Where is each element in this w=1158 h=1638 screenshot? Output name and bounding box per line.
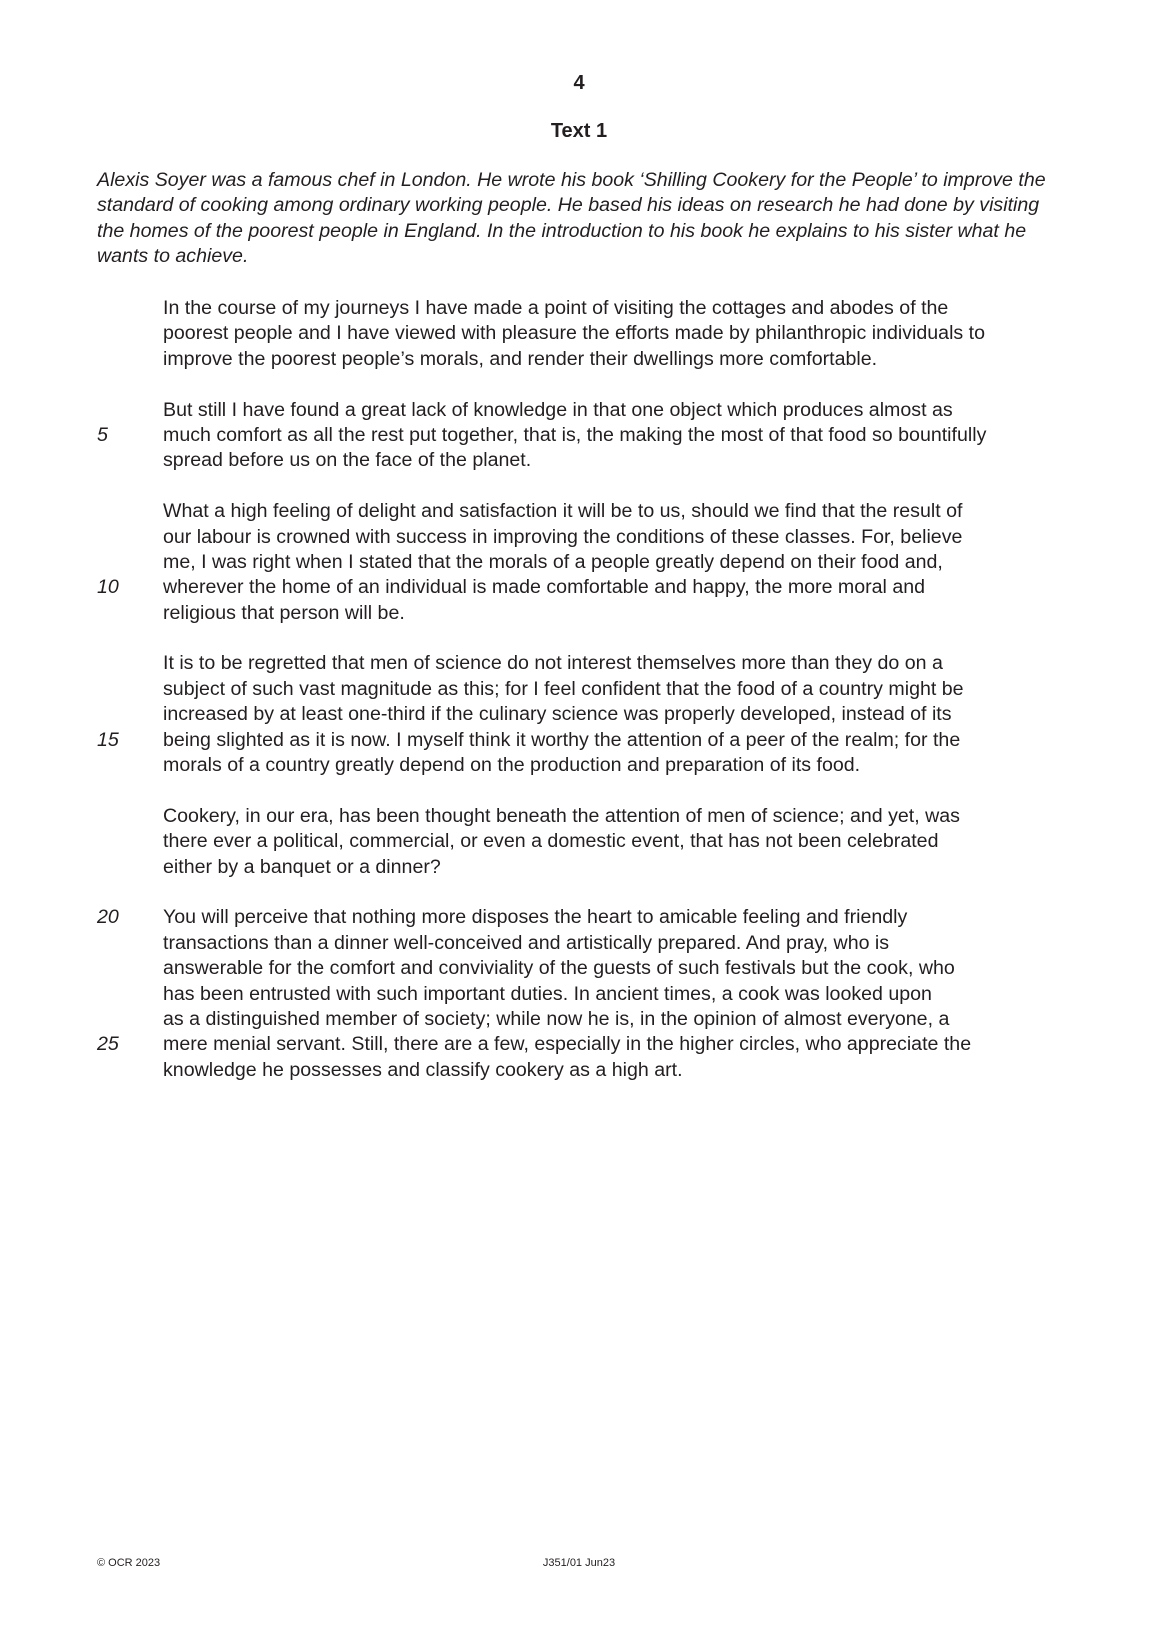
line-text: religious that person will be. [163, 601, 405, 624]
text-title: Text 1 [550, 120, 608, 142]
line-text: transactions than a dinner well-conceived and artistically prepared. And pray, who is [163, 931, 890, 954]
line-text: being slighted as it is now. I myself think it worthy the attention of a peer of the realm; for the [163, 728, 961, 751]
passage-line [0, 347, 1158, 372]
passage-line [0, 651, 1158, 676]
passage-line [0, 677, 1158, 702]
passage-line [0, 499, 1158, 524]
passage-line [0, 1032, 1158, 1057]
line-text: increased by at least one-third if the culinary science was properly developed, instead of its [163, 703, 952, 726]
line-text: Cookery, in our era, has been thought beneath the attention of men of science; and yet, was [163, 804, 960, 827]
passage-line [0, 601, 1158, 626]
passage-line [0, 296, 1158, 321]
line-text: our labour is crowned with success in improving the conditions of these classes. For, believe [163, 525, 963, 548]
passage-line [0, 525, 1158, 550]
line-text: answerable for the comfort and conviviality of the guests of such festivals but the cook, who [163, 957, 955, 980]
line-text: But still I have found a great lack of knowledge in that one object which produces almost as [163, 398, 953, 421]
passage-line [0, 905, 1158, 930]
passage-line [0, 448, 1158, 473]
line-number: 10 [97, 576, 119, 599]
page-number: 4 [573, 72, 585, 94]
line-text: subject of such vast magnitude as this; for I feel confident that the food of a country might be [163, 677, 964, 700]
passage-line [0, 550, 1158, 575]
line-text: as a distinguished member of society; while now he is, in the opinion of almost everyone, a [163, 1007, 950, 1030]
footer-copyright: © OCR 2023 [97, 1557, 161, 1569]
line-text: improve the poorest people’s morals, and render their dwellings more comfortable. [163, 347, 878, 370]
line-text: You will perceive that nothing more disposes the heart to amicable feeling and friendly [163, 906, 908, 929]
line-text: wherever the home of an individual is made comfortable and happy, the more moral and [163, 576, 926, 599]
intro-paragraph: Alexis Soyer was a famous chef in London. He wrote his book ‘Shilling Cookery for the People’ to improve the standard of cooking among ordinary working people. He based his ideas on research he had done by visiting the homes of the poorest people in England. In the introduction to his book he explains to his sister what he wants to achieve. [97, 169, 1046, 268]
passage-line [0, 321, 1158, 346]
passage-paragraph [0, 651, 1158, 778]
line-text: there ever a political, commercial, or even a domestic event, that has not been celebrated [163, 830, 939, 853]
line-number: 25 [97, 1033, 119, 1056]
passage-line [0, 398, 1158, 423]
line-text: me, I was right when I stated that the morals of a people greatly depend on their food and, [163, 550, 943, 573]
passage-paragraph [0, 398, 1158, 474]
passage-line [0, 702, 1158, 727]
line-number: 5 [97, 423, 108, 446]
passage-line [0, 575, 1158, 600]
line-text: either by a banquet or a dinner? [163, 855, 441, 878]
passage-line [0, 1007, 1158, 1032]
passage-line [0, 753, 1158, 778]
line-text: It is to be regretted that men of science do not interest themselves more than they do on a [163, 652, 943, 675]
line-text: What a high feeling of delight and satisfaction it will be to us, should we find that the result of [163, 500, 963, 523]
line-text: spread before us on the face of the planet. [163, 449, 532, 472]
passage-line [0, 423, 1158, 448]
passage-paragraph [0, 804, 1158, 880]
passage-line [0, 1058, 1158, 1083]
line-text: In the course of my journeys I have made a point of visiting the cottages and abodes of the [163, 297, 949, 319]
passage-line [0, 728, 1158, 753]
passage [0, 296, 1158, 1109]
passage-paragraph [0, 905, 1158, 1083]
line-number: 15 [97, 728, 119, 751]
line-text: poorest people and I have viewed with pleasure the efforts made by philanthropic individuals to [163, 322, 985, 345]
passage-line [0, 804, 1158, 829]
line-number: 20 [97, 906, 119, 929]
passage-line [0, 855, 1158, 880]
line-text: knowledge he possesses and classify cookery as a high art. [163, 1058, 683, 1081]
line-text: much comfort as all the rest put together, that is, the making the most of that food so bountifully [163, 423, 987, 446]
footer-paper-code: J351/01 Jun23 [542, 1557, 616, 1569]
line-text: morals of a country greatly depend on the production and preparation of its food. [163, 754, 861, 777]
passage-paragraph [0, 296, 1158, 372]
passage-line [0, 982, 1158, 1007]
line-text: mere menial servant. Still, there are a few, especially in the higher circles, who appreciate the [163, 1033, 972, 1056]
line-text: has been entrusted with such important duties. In ancient times, a cook was looked upon [163, 982, 932, 1005]
passage-line [0, 931, 1158, 956]
passage-line [0, 829, 1158, 854]
passage-paragraph [0, 499, 1158, 626]
passage-line [0, 956, 1158, 981]
